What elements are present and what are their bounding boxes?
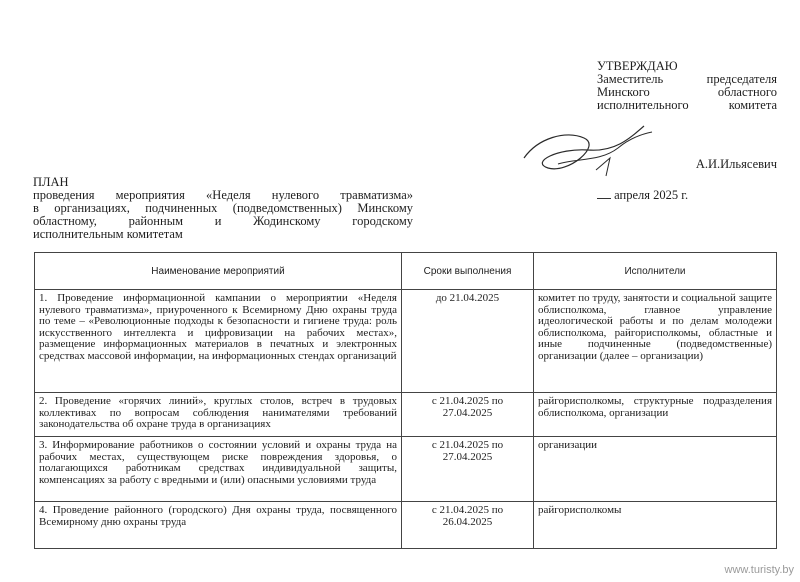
plan-title: ПЛАН [33,175,69,189]
approval-position-line: Заместитель председателя [597,72,777,86]
plan-subtitle-line: областному, районным и Жодинскому городскому [33,214,413,228]
event-name-cell: 1. Проведение информационной кампании о мероприятии «Неделя нулевого травматизма», приуроченного к Всемирному Дню охраны труда по теме – «Революционные подходы к безопасности и гигиене труда: роль искусственного интеллекта и цифровизации на рабочих местах», размещение информационных материалов в печатных и электронных средствах массовой информации, на информационных стендах организаций [35,290,402,393]
event-term-cell: до 21.04.2025 [402,290,534,393]
table-row [35,393,777,437]
header-executors: Исполнители [534,253,777,290]
event-name-cell: 3. Информирование работников о состоянии условий и охраны труда на рабочих местах, существующем риске повреждения здоровья, о полагающихся работникам средствах индивидуальной защиты, компенсациях за работу с вредными и (или) опасными условиями труда [35,437,402,502]
plan-subtitle-line: в организациях, подчиненных (подведомственных) Минскому [33,201,413,215]
approval-date-rest: апреля 2025 г. [614,188,689,202]
event-term-cell: с 21.04.2025 по 26.04.2025 [402,502,534,549]
event-name-cell: 2. Проведение «горячих линий», круглых столов, встреч в трудовых коллективах по вопросам соблюдения нанимателями требований законодательства об охране труда в организациях [35,393,402,437]
approval-position-line: Минского областного [597,85,777,99]
plan-heading [33,176,413,241]
events-table [34,252,777,549]
plan-subtitle-line: исполнительным комитетам [33,227,183,241]
event-term-cell: с 21.04.2025 по 27.04.2025 [402,437,534,502]
approval-date [597,189,777,202]
table-row [35,502,777,549]
event-name-cell: 4. Проведение районного (городского) Дня охраны труда, посвященного Всемирному дню охраны труда [35,502,402,549]
table-header-row [35,253,777,290]
header-term: Сроки выполнения [402,253,534,290]
handwritten-signature [518,118,658,188]
approval-title: УТВЕРЖДАЮ [597,59,678,73]
event-executors-cell: райгорисполкомы [534,502,777,549]
table-row [35,290,777,393]
table-row [35,437,777,502]
event-executors-cell: райгорисполкомы, структурные подразделения облисполкома, организации [534,393,777,437]
plan-subtitle-line: проведения мероприятия «Неделя нулевого травматизма» [33,188,413,202]
event-executors-cell: комитет по труду, занятости и социальной защите облисполкома, главное управление идеологической работы и по делам молодежи облисполкома, райгорисполкомы, областные и иные подчиненные (подведомственные) организации (далее – организации) [534,290,777,393]
approval-date-day [597,198,611,199]
event-executors-cell: организации [534,437,777,502]
approval-signer: А.И.Ильясевич [695,157,777,171]
event-term-cell: с 21.04.2025 по 27.04.2025 [402,393,534,437]
header-event-name: Наименование мероприятий [35,253,402,290]
site-watermark: www.turisty.by [724,564,794,576]
approval-position-line: исполнительного комитета [597,98,777,112]
